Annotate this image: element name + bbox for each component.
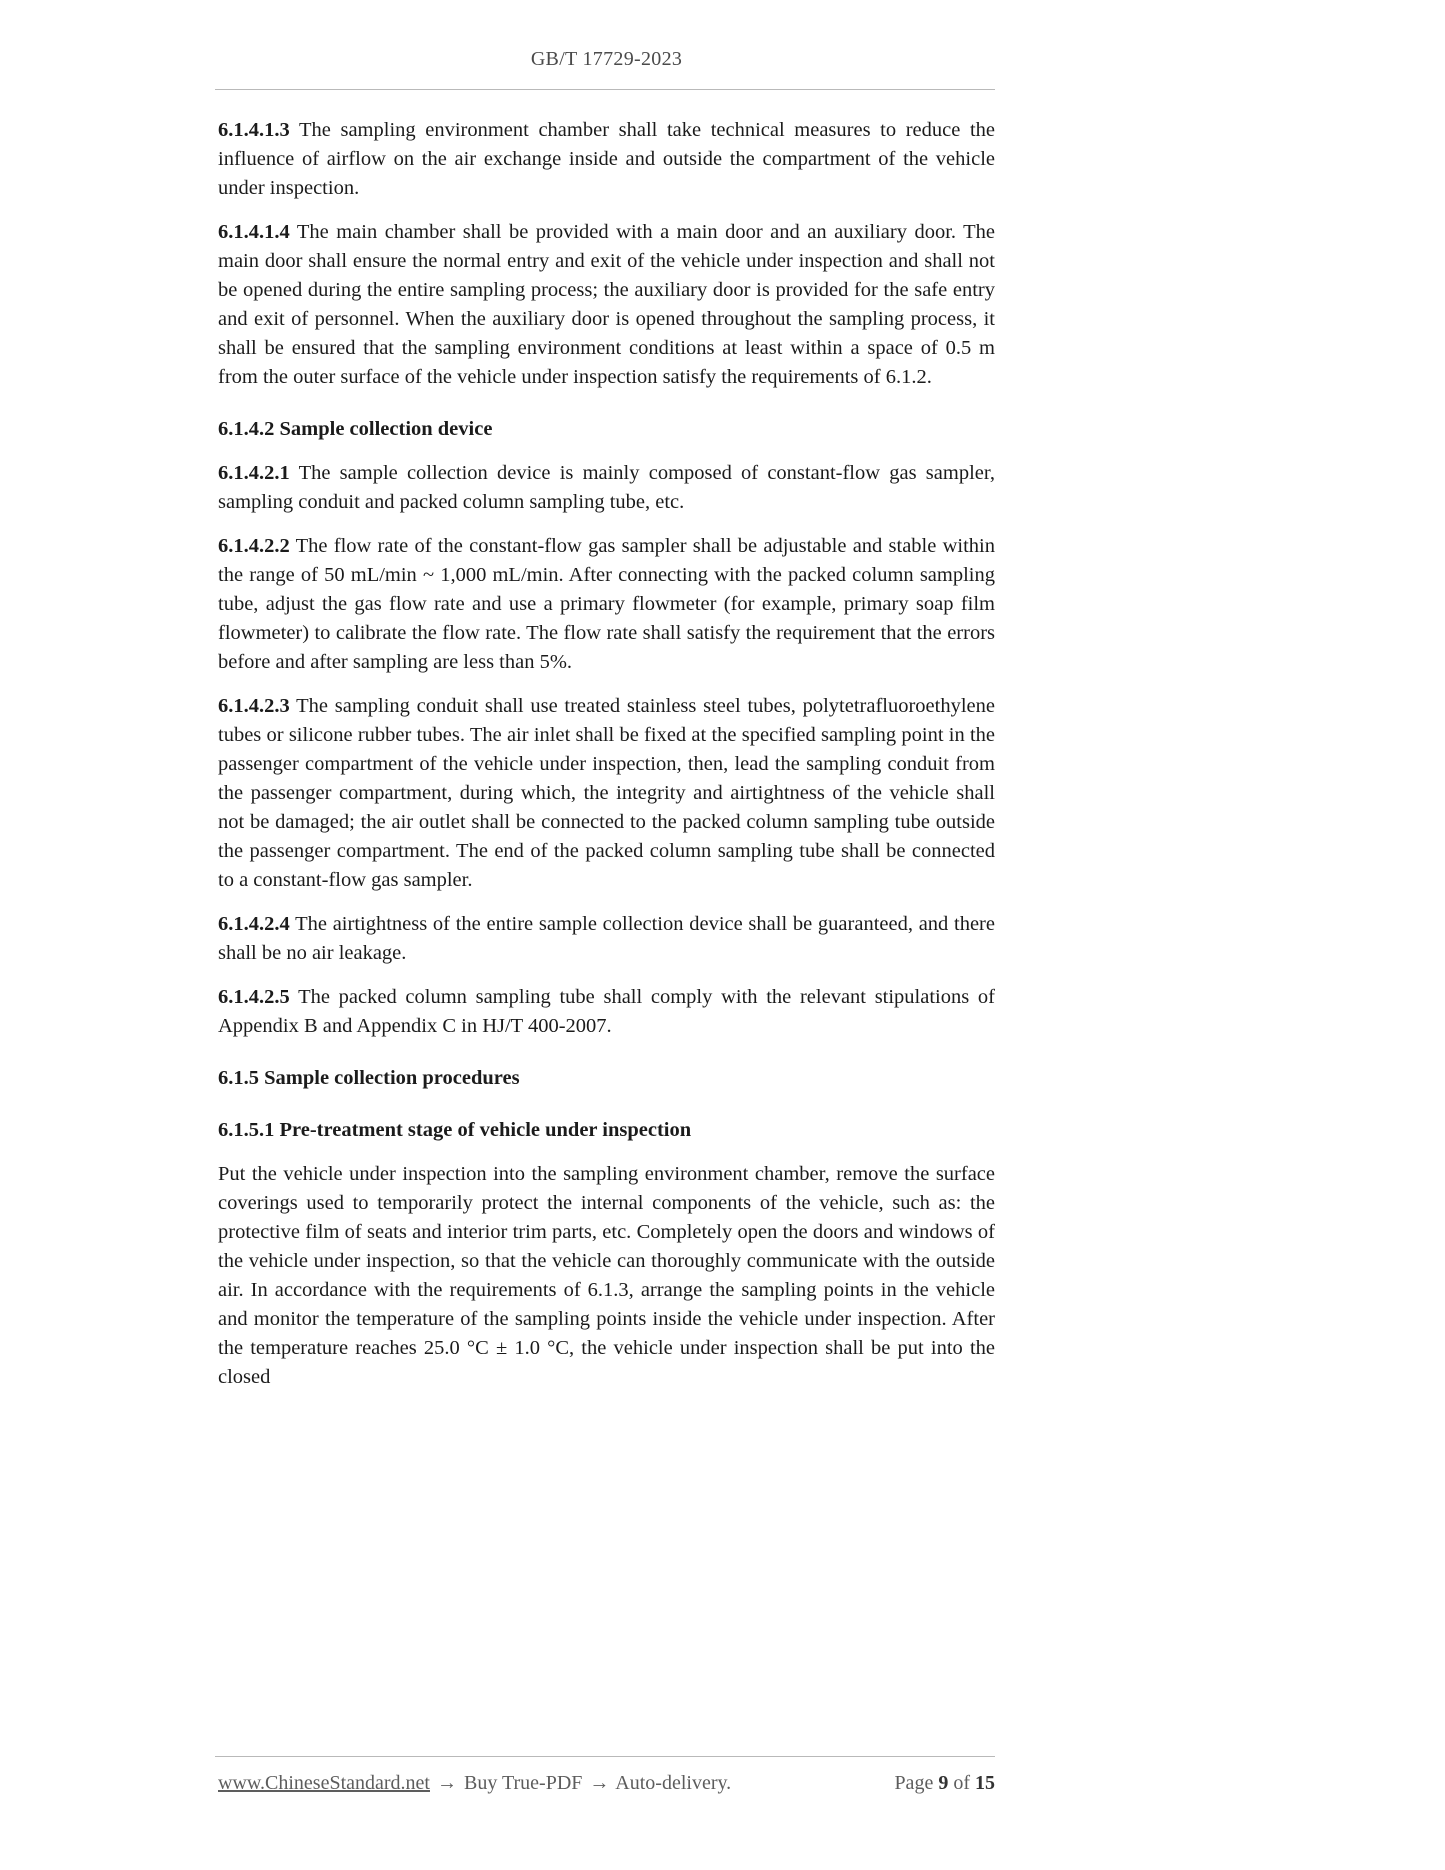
section-heading: 6.1.5.1 Pre-treatment stage of vehicle under inspection — [218, 1119, 692, 1141]
footer-buy-label: Buy True-PDF — [464, 1772, 583, 1794]
page-indicator — [894, 1772, 995, 1795]
footer-info — [218, 1772, 731, 1795]
clause-text: The airtightness of the entire sample collection device shall be guaranteed, and there shall be no air leakage. — [218, 913, 995, 964]
clause-text: The sample collection device is mainly composed of constant-flow gas sampler, sampling conduit and packed column sampling tube, etc. — [218, 462, 995, 513]
clause-paragraph — [218, 983, 995, 1041]
clause-text: The main chamber shall be provided with a main door and an auxiliary door. The main door shall ensure the normal entry and exit of the vehicle under inspection and shall not be opened during the entire sampling process; the auxiliary door is provided for the safe entry and exit of personnel. When the auxiliary door is opened throughout the sampling process, it shall be ensured that the sampling environment conditions at least within a space of 0.5 m from the outer surface of the vehicle under inspection satisfy the requirements of 6.1.2. — [218, 221, 996, 388]
clause-number: 6.1.4.2.2 — [218, 535, 290, 557]
footer — [218, 1772, 995, 1795]
clause-paragraph — [218, 532, 995, 677]
footer-site-link[interactable]: www.ChineseStandard.net — [218, 1772, 430, 1794]
clause-number: 6.1.4.1.4 — [218, 221, 290, 243]
footer-delivery-label: Auto-delivery. — [615, 1772, 732, 1794]
header-divider — [215, 89, 995, 90]
paragraph-text: Put the vehicle under inspection into the sampling environment chamber, remove the surface coverings used to temporarily protect the internal components of the vehicle, such as: the protective film of seats and interior trim parts, etc. Completely open the doors and windows of the vehicle under inspection, so that the vehicle can thoroughly communicate with the outside air. In accordance with the requirements of 6.1.3, arrange the sampling points in the vehicle and monitor the temperature of the sampling points inside the vehicle under inspection. After the temperature reaches 25.0 °C ± 1.0 °C, the vehicle under inspection shall be put into the closed — [218, 1163, 995, 1388]
clause-paragraph — [218, 116, 995, 203]
clause-text: The flow rate of the constant-flow gas sampler shall be adjustable and stable within the range of 50 mL/min ~ 1,000 mL/min. After connecting with the packed column sampling tube, adjust the gas flow rate and use a primary flowmeter (for example, primary soap film flowmeter) to calibrate the flow rate. The flow rate shall satisfy the requirement that the errors before and after sampling are less than 5%. — [218, 535, 995, 673]
footer-divider — [215, 1756, 995, 1757]
of-label: of — [953, 1772, 970, 1794]
section-heading: 6.1.5 Sample collection procedures — [218, 1067, 520, 1089]
doc-number: GB/T 17729-2023 — [530, 48, 683, 70]
clause-paragraph — [218, 459, 995, 517]
clause-number: 6.1.4.1.3 — [218, 119, 290, 141]
body-paragraph — [218, 1160, 995, 1392]
arrow-right-icon: → — [589, 1772, 610, 1794]
page-total-number: 15 — [975, 1772, 995, 1794]
clause-paragraph — [218, 218, 995, 392]
clause-paragraph — [218, 692, 995, 895]
clause-paragraph — [218, 910, 995, 968]
page-label: Page — [894, 1772, 934, 1794]
clause-text: The packed column sampling tube shall comply with the relevant stipulations of Appendix B and Appendix C in HJ/T 400-2007. — [218, 986, 996, 1037]
clause-number: 6.1.4.2.3 — [218, 695, 290, 717]
clause-number: 6.1.4.2.5 — [218, 986, 290, 1008]
clause-number: 6.1.4.2.4 — [218, 913, 290, 935]
clause-number: 6.1.4.2.1 — [218, 462, 290, 484]
section-heading: 6.1.4.2 Sample collection device — [218, 418, 493, 440]
clause-text: The sampling environment chamber shall take technical measures to reduce the influence of airflow on the air exchange inside and outside the compartment of the vehicle under inspection. — [218, 119, 995, 199]
document-body — [218, 116, 995, 1407]
page-current-number: 9 — [938, 1772, 949, 1794]
clause-text: The sampling conduit shall use treated stainless steel tubes, polytetrafluoroethylene tubes or silicone rubber tubes. The air inlet shall be fixed at the specified sampling point in the passenger compartment of the vehicle under inspection, then, lead the sampling conduit from the passenger compartment, during which, the integrity and airtightness of the vehicle shall not be damaged; the air outlet shall be connected to the packed column sampling tube outside the passenger compartment. The end of the packed column sampling tube shall be connected to a constant-flow gas sampler. — [218, 695, 995, 891]
arrow-right-icon: → — [437, 1772, 457, 1794]
